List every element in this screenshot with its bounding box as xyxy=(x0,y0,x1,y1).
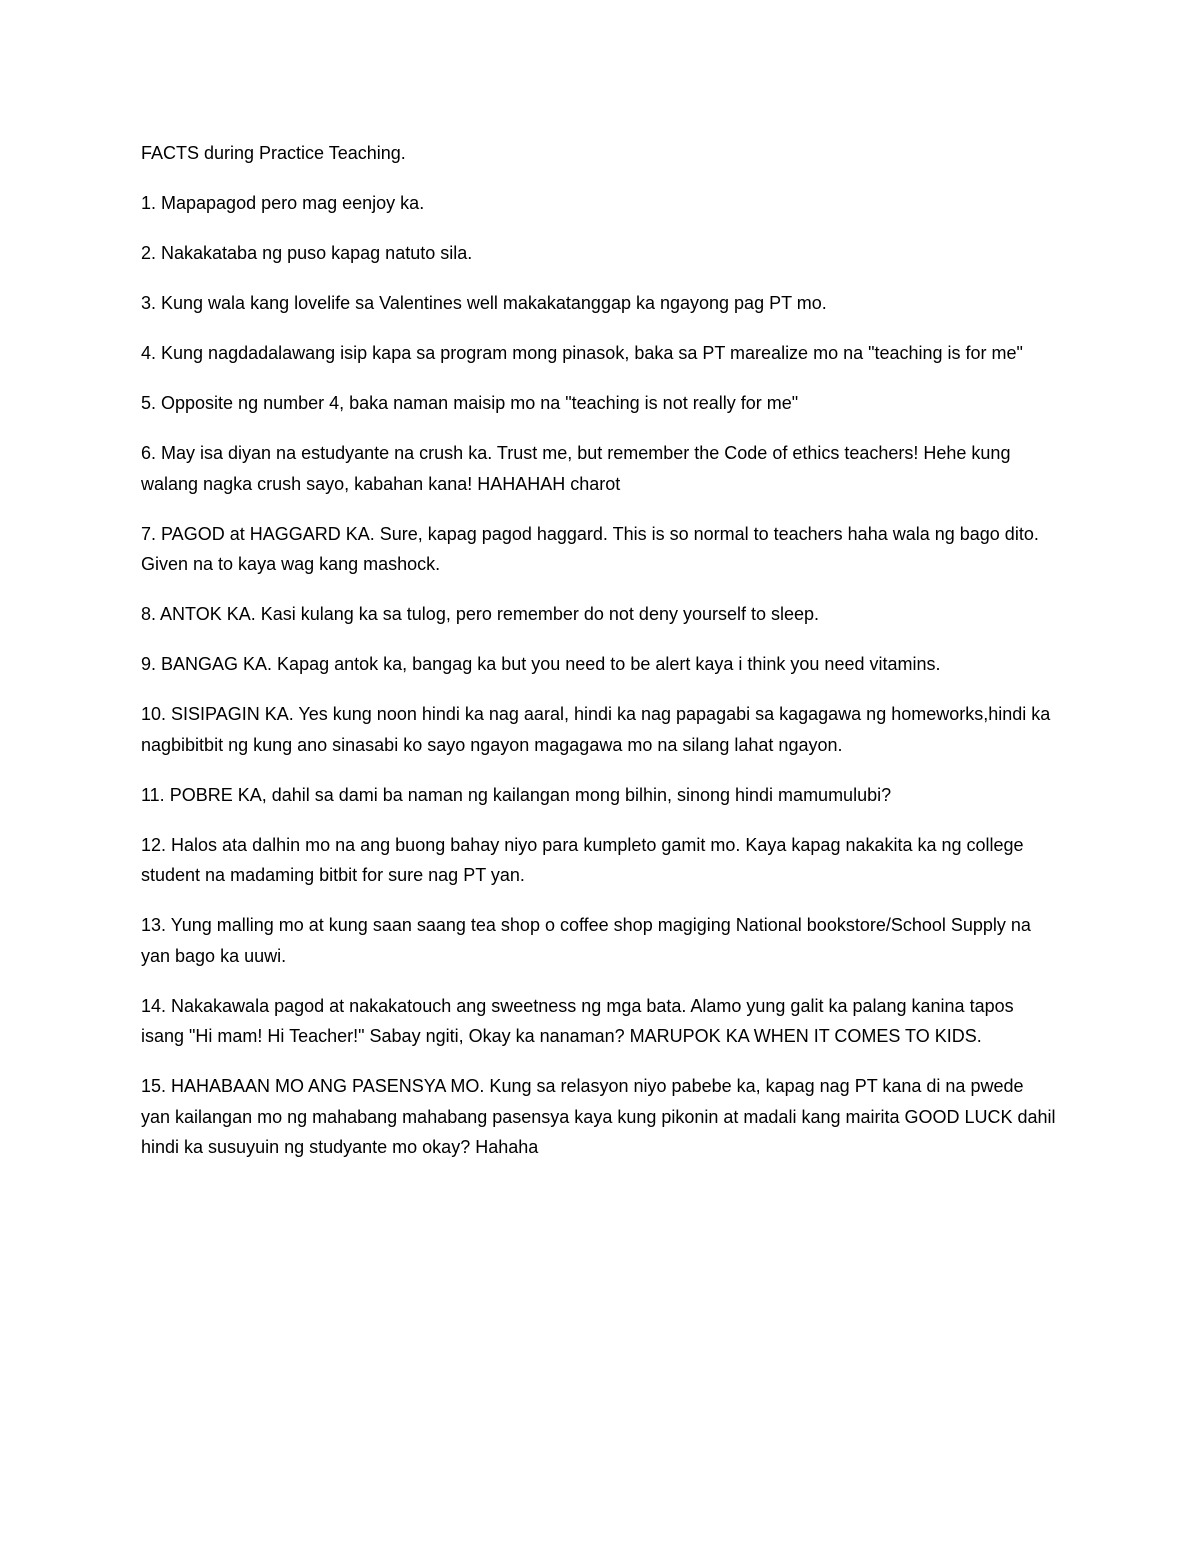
fact-item-6: 6. May isa diyan na estudyante na crush ka. Trust me, but remember the Code of ethics teachers! Hehe kung walang nagka crush sayo, kabahan kana! HAHAHAH charot xyxy=(141,443,1011,494)
fact-item-11: 11. POBRE KA, dahil sa dami ba naman ng kailangan mong bilhin, sinong hindi mamumulubi? xyxy=(141,784,892,805)
fact-item-10: 10. SISIPAGIN KA. Yes kung noon hindi ka nag aaral, hindi ka nag papagabi sa kagagawa ng homeworks,hindi ka nagbibitbit ng kung ano sinasabi ko sayo ngayon magagawa mo na silang lahat ngayon. xyxy=(141,704,1051,755)
fact-item-12: 12. Halos ata dalhin mo na ang buong bahay niyo para kumpleto gamit mo. Kaya kapag nakakita ka ng college student na madaming bitbit for sure nag PT yan. xyxy=(141,834,1024,885)
fact-item-5: 5. Opposite ng number 4, baka naman maisip mo na "teaching is not really for me" xyxy=(141,393,799,413)
fact-item-8: 8. ANTOK KA. Kasi kulang ka sa tulog, pero remember do not deny yourself to sleep. xyxy=(141,604,820,624)
fact-item-2: 2. Nakakataba ng puso kapag natuto sila. xyxy=(141,243,473,263)
fact-item-3: 3. Kung wala kang lovelife sa Valentines well makakatanggap ka ngayong pag PT mo. xyxy=(141,293,827,313)
fact-item-4: 4. Kung nagdadalawang isip kapa sa program mong pinasok, baka sa PT marealize mo na "teaching is for me" xyxy=(141,343,1023,363)
document-title: FACTS during Practice Teaching. xyxy=(141,143,406,163)
document-page xyxy=(141,138,1056,1182)
fact-item-1: 1. Mapapagod pero mag eenjoy ka. xyxy=(141,193,425,213)
fact-item-15: 15. HAHABAAN MO ANG PASENSYA MO. Kung sa relasyon niyo pabebe ka, kapag nag PT kana di na pwede yan kailangan mo ng mahabang mahabang pasensya kaya kung pikonin at madali kang mairita GOOD LUCK dahil hindi ka susuyuin ng studyante mo okay? Hahaha xyxy=(141,1076,1056,1157)
fact-item-9: 9. BANGAG KA. Kapag antok ka, bangag ka but you need to be alert kaya i think you need vitamins. xyxy=(141,654,941,674)
fact-item-14: 14. Nakakawala pagod at nakakatouch ang sweetness ng mga bata. Alamo yung galit ka palang kanina tapos isang "Hi mam! Hi Teacher!" Sabay ngiti, Okay ka nanaman? MARUPOK KA WHEN IT COMES TO KIDS. xyxy=(141,995,1014,1046)
fact-item-13: 13. Yung malling mo at kung saan saang tea shop o coffee shop magiging National bookstore/School Supply na yan bago ka uuwi. xyxy=(141,915,1031,966)
fact-item-7: 7. PAGOD at HAGGARD KA. Sure, kapag pagod haggard. This is so normal to teachers haha wala ng bago dito. Given na to kaya wag kang mashock. xyxy=(141,523,1039,574)
